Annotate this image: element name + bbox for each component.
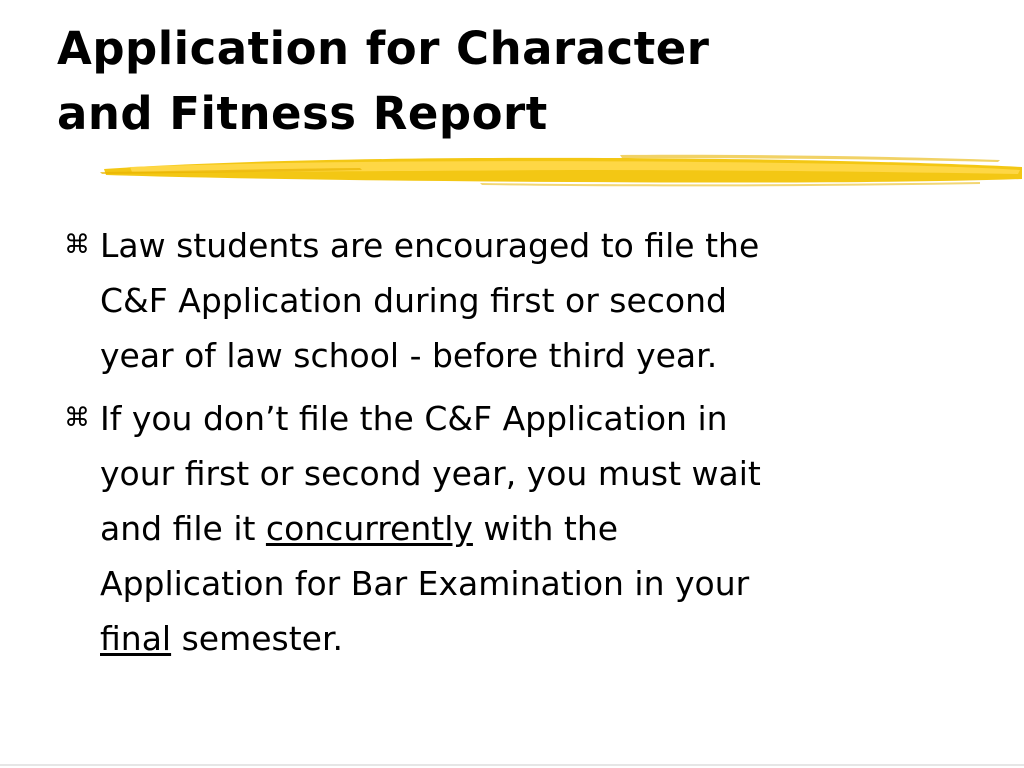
bullet-marker-icon: ⌘ xyxy=(64,403,90,433)
bottom-divider xyxy=(0,764,1024,766)
slide-title xyxy=(57,16,997,146)
underlined-final: final xyxy=(100,619,172,658)
bullet-item xyxy=(64,391,964,666)
bullet-text-line: Law students are encouraged to file the xyxy=(100,226,760,265)
underlined-concurrently: concurrently xyxy=(265,509,473,548)
title-line-1: Application for Character xyxy=(57,22,710,75)
bullet-text-line: Application for Bar Examination in your xyxy=(100,564,750,603)
bullet-text-line: year of law school - before third year. xyxy=(100,336,718,375)
bullet-text-line: If you don’t file the C&F Application in xyxy=(100,399,728,438)
bullet-marker-icon: ⌘ xyxy=(64,230,90,260)
bullet-text-line: your first or second year, you must wait xyxy=(100,454,761,493)
yellow-brush-stroke xyxy=(100,145,1024,191)
bullet-text-line xyxy=(100,611,964,666)
brush-stroke-streak xyxy=(480,182,980,186)
bullet-text-line xyxy=(100,501,964,556)
bullet-text-line: C&F Application during first or second xyxy=(100,281,727,320)
title-line-2: and Fitness Report xyxy=(57,87,548,140)
text-segment: and file it xyxy=(100,509,266,548)
bullet-item xyxy=(64,218,964,383)
text-segment: semester. xyxy=(171,619,343,658)
text-segment: with the xyxy=(472,509,619,548)
bullet-list xyxy=(64,218,964,674)
